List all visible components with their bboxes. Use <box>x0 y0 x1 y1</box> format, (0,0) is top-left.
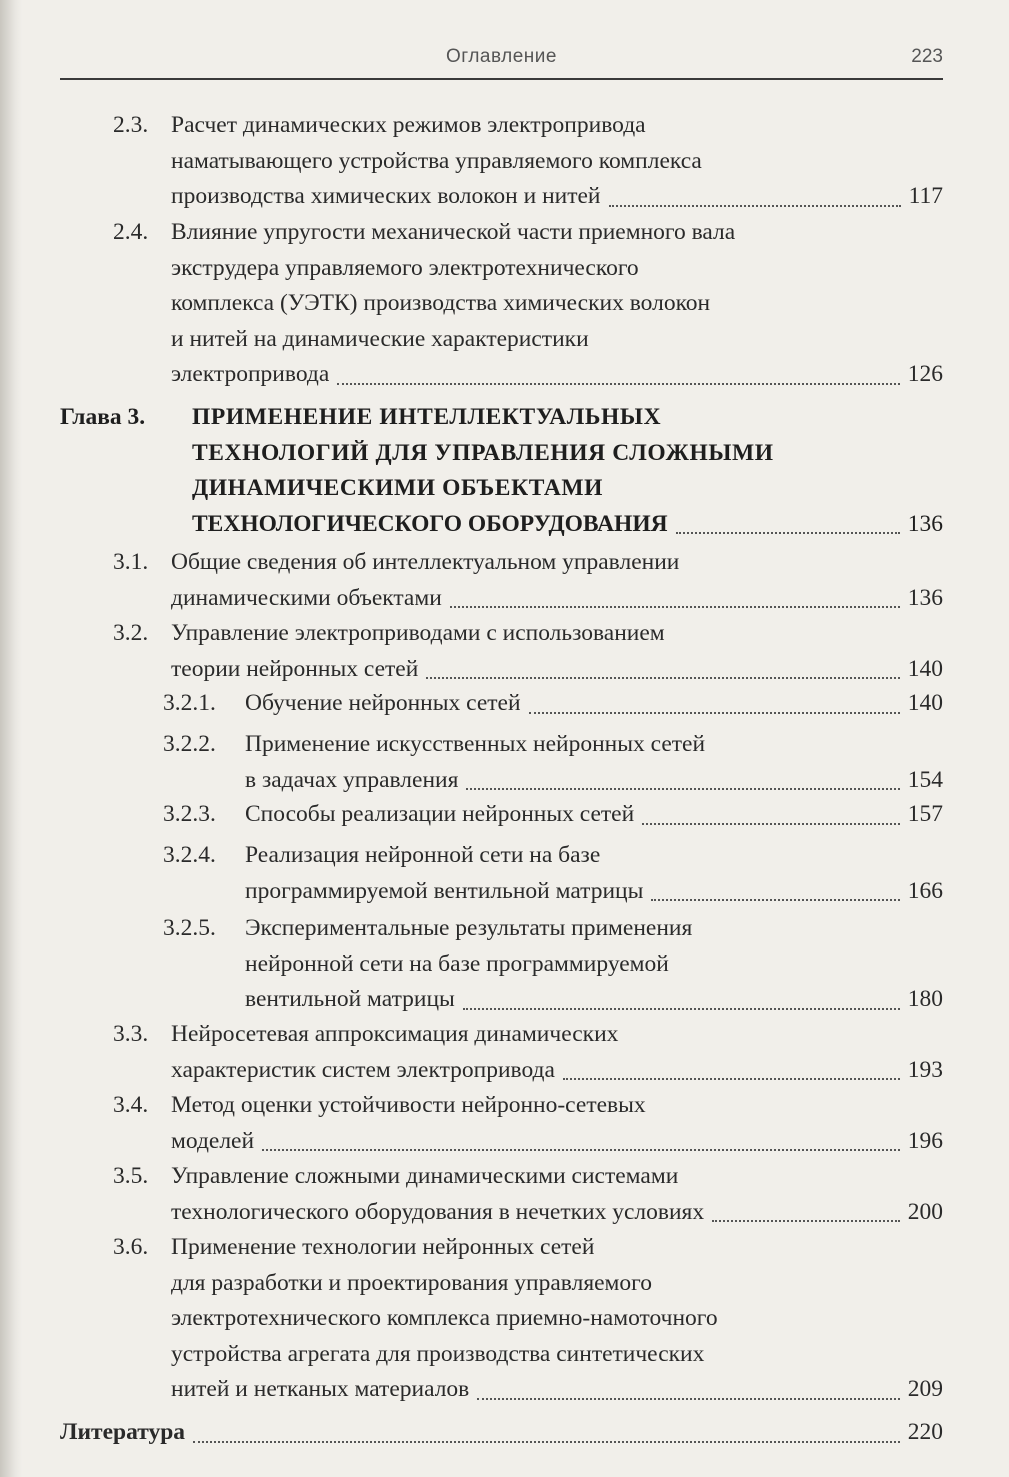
page-number: 223 <box>911 46 943 67</box>
toc-entry-line: вентильной матрицы <box>245 986 455 1012</box>
toc-entry-page: 220 <box>907 1419 943 1445</box>
chapter-title-line: ДИНАМИЧЕСКИМИ ОБЪЕКТАМИ <box>192 475 604 501</box>
toc-entry-page: 180 <box>907 986 943 1012</box>
toc-entry-line: устройства агрегата для производства синтетических <box>171 1340 705 1367</box>
toc-entry-line: для разработки и проектирования управляемого <box>171 1269 652 1296</box>
toc-entry-number: 3.2.2. <box>163 731 216 757</box>
toc-entry-line: Экспериментальные результаты применения <box>245 915 693 941</box>
toc-entry-page: 166 <box>907 877 943 904</box>
toc-entry-page: 196 <box>907 1127 943 1154</box>
toc-entry-page: 136 <box>907 584 943 611</box>
toc-entry-line: производства химических волокон и нитей <box>171 183 601 209</box>
leader-dots <box>529 712 900 714</box>
leader-dots <box>466 788 899 790</box>
toc-entry-number: 2.3. <box>113 112 149 138</box>
toc-entry-page: 193 <box>907 1056 943 1083</box>
toc-entry-line: Нейросетевая аппроксимация динамических <box>171 1021 619 1047</box>
running-head <box>60 40 943 80</box>
leader-dots <box>426 677 899 679</box>
leader-dots <box>642 823 900 825</box>
toc-entry-line: Управление сложными динамическими системами <box>171 1163 679 1189</box>
toc-entry-line: Метод оценки устойчивости нейронно-сетевых <box>171 1092 646 1118</box>
toc-entry-line: характеристик систем электропривода <box>171 1056 555 1083</box>
toc-entry-line: комплекса (УЭТК) производства химических волокон <box>171 290 711 316</box>
toc-entry-line: Обучение нейронных сетей <box>245 690 521 716</box>
toc-entry-line: электротехнического комплекса приемно-намоточного <box>171 1305 718 1331</box>
leader-dots <box>463 1008 900 1010</box>
toc-entry-page: 140 <box>907 655 943 682</box>
leader-dots <box>450 606 900 608</box>
toc-entry-number: 3.2.3. <box>163 801 216 827</box>
toc-entry-line: технологического оборудования в нечетких условиях <box>171 1198 705 1225</box>
toc-entry-page: 200 <box>907 1198 943 1225</box>
toc-entry-number: 3.2.5. <box>163 915 216 941</box>
toc-entry-number: 3.6. <box>113 1234 149 1260</box>
toc-entry-line: в задачах управления <box>245 766 459 793</box>
leader-dots <box>712 1220 900 1222</box>
toc-entry-page: 154 <box>907 766 943 793</box>
page-binding-shadow <box>0 0 22 1477</box>
toc-entry-number: 3.1. <box>113 549 149 575</box>
toc-entry-line: нейронной сети на базе программируемой <box>245 950 669 977</box>
leader-dots <box>676 532 900 534</box>
leader-dots <box>193 1441 900 1443</box>
toc-entry-line: моделей <box>171 1127 255 1154</box>
toc-entry-line: и нитей на динамические характеристики <box>171 325 589 352</box>
toc-entry-page: 117 <box>908 183 943 209</box>
toc-entry-line: нитей и нетканых материалов <box>171 1376 470 1402</box>
toc-entry-page: 126 <box>907 361 943 387</box>
chapter-number: Глава 3. <box>60 404 146 430</box>
toc-entry-number: 3.5. <box>113 1163 149 1189</box>
chapter-title-line: ТЕХНОЛОГИЙ ДЛЯ УПРАВЛЕНИЯ СЛОЖНЫМИ <box>192 439 774 466</box>
toc-entry-line: Применение технологии нейронных сетей <box>171 1234 595 1260</box>
chapter-title-line: ПРИМЕНЕНИЕ ИНТЕЛЛЕКТУАЛЬНЫХ <box>192 404 662 430</box>
leader-dots <box>262 1149 900 1151</box>
toc-entry-line: Расчет динамических режимов электропривода <box>171 112 646 138</box>
toc-entry-line: программируемой вентильной матрицы <box>245 877 644 904</box>
toc-entry-line: Управление электроприводами с использованием <box>171 620 665 646</box>
leader-dots <box>477 1398 899 1400</box>
toc-entry-number: 3.2. <box>113 620 149 646</box>
leader-dots <box>563 1078 900 1080</box>
toc-entry-number: 3.2.4. <box>163 842 216 868</box>
toc-entry-line: Способы реализации нейронных сетей <box>245 801 635 827</box>
toc-entry-page: 140 <box>907 690 943 716</box>
toc-entry-line: Реализация нейронной сети на базе <box>245 842 601 868</box>
toc-entry-page: 136 <box>907 510 943 537</box>
toc-entry-line: Применение искусственных нейронных сетей <box>245 731 706 757</box>
toc-entry-line: Общие сведения об интеллектуальном управлении <box>171 549 680 575</box>
toc-entry-line: экструдера управляемого электротехнического <box>171 254 639 281</box>
toc-entry-line: теории нейронных сетей <box>171 655 419 682</box>
leader-dots <box>337 383 899 385</box>
toc-entry-number: 3.4. <box>113 1092 149 1118</box>
toc-entry-line: наматывающего устройства управляемого комплекса <box>171 147 702 174</box>
literature-label: Литература <box>60 1419 186 1445</box>
chapter-title-line: ТЕХНОЛОГИЧЕСКОГО ОБОРУДОВАНИЯ <box>192 510 668 537</box>
toc-entry-line: Влияние упругости механической части приемного вала <box>171 219 736 245</box>
toc-entry-page: 209 <box>907 1376 943 1402</box>
toc-entry-line: динамическими объектами <box>171 584 442 611</box>
leader-dots <box>609 205 901 207</box>
leader-dots <box>651 899 899 901</box>
toc-entry-number: 2.4. <box>113 219 149 245</box>
toc-entry-number: 3.3. <box>113 1021 149 1047</box>
toc-entry-number: 3.2.1. <box>163 690 216 716</box>
running-head-title: Оглавление <box>446 46 557 67</box>
toc-entry-line: электропривода <box>171 361 330 387</box>
toc-entry-page: 157 <box>907 801 943 827</box>
